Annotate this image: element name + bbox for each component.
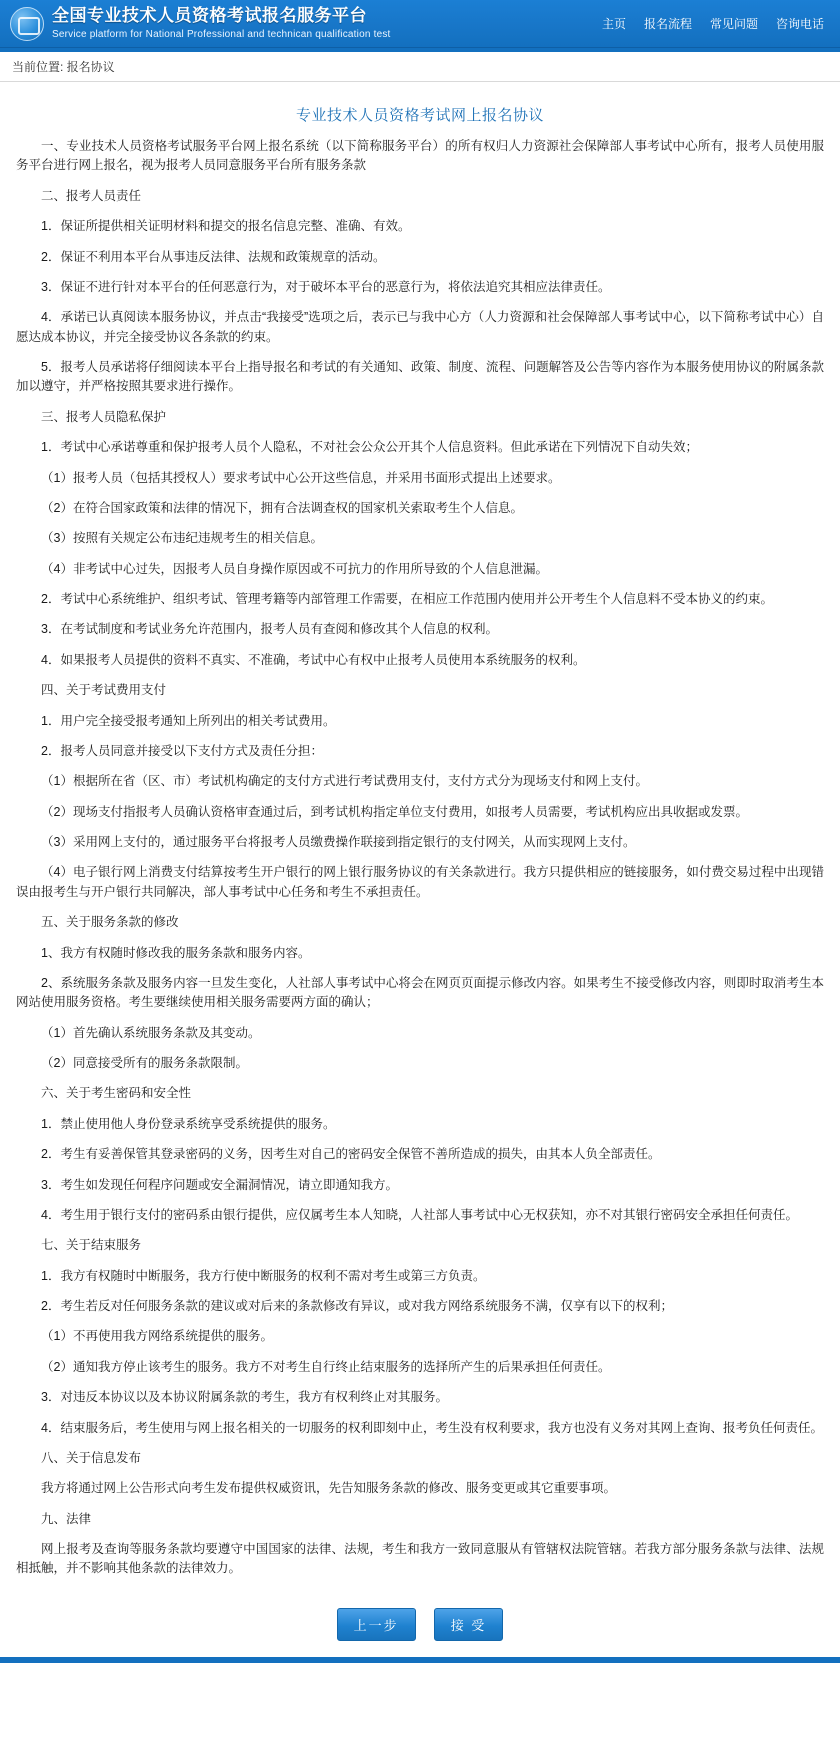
agreement-paragraph: （2）在符合国家政策和法律的情况下，拥有合法调查权的国家机关索取考生个人信息。 bbox=[41, 500, 523, 515]
agreement-paragraph: 五、关于服务条款的修改 bbox=[41, 915, 179, 930]
agreement-paragraph: 四、关于考试费用支付 bbox=[41, 683, 167, 698]
agreement-paragraph: 2．保证不利用本平台从事违反法律、法规和政策规章的活动。 bbox=[41, 249, 386, 264]
agreement-paragraph: 1．我方有权随时中断服务，我方行使中断服务的权利不需对考生或第三方负责。 bbox=[41, 1268, 486, 1283]
page-title: 专业技术人员资格考试网上报名协议 bbox=[295, 107, 544, 124]
agreement-paragraph: （2）同意接受所有的服务条款限制。 bbox=[41, 1056, 248, 1070]
site-header bbox=[0, 0, 840, 48]
agreement-paragraph: 1．考试中心承诺尊重和保护报考人员个人隐私，不对社会公众公开其个人信息资料。但此承诺在下列情况下自动失效； bbox=[41, 440, 698, 455]
agreement-paragraph: 4．考生用于银行支付的密码系由银行提供，应仅属考生本人知晓，人社部人事考试中心无权获知，亦不对其银行密码安全承担任何责任。 bbox=[41, 1207, 798, 1222]
agreement-paragraph: 三、报考人员隐私保护 bbox=[41, 409, 167, 424]
agreement-paragraph: 3．在考试制度和考试业务允许范围内，报考人员有查阅和修改其个人信息的权利。 bbox=[41, 622, 498, 637]
agreement-paragraph: 一、专业技术人员资格考试服务平台网上报名系统（以下简称服务平台）的所有权归人力资源社会保障部人事考试中心所有，报考人员使用服务平台进行网上报名，视为报考人员同意服务平台所有服务条款 bbox=[16, 139, 824, 173]
agreement-paragraph: 2、系统服务条款及服务内容一旦发生变化，人社部人事考试中心将会在网页页面提示修改内容。如果考生不接受修改内容，则即时取消考生本网站使用服务资格。考生要继续使用相关服务需要两方面的确认； bbox=[16, 975, 824, 1010]
agreement-paragraph: 3．对违反本协议以及本协议附属条款的考生，我方有权利终止对其服务。 bbox=[41, 1390, 448, 1405]
agreement-paragraph: 4．结束服务后，考生使用与网上报名相关的一切服务的权利即刻中止，考生没有权利要求，我方也没有义务对其网上查询、报考负任何责任。 bbox=[41, 1420, 823, 1435]
site-title-block bbox=[52, 7, 391, 40]
agreement-paragraph: 1．禁止使用他人身份登录系统享受系统提供的服务。 bbox=[41, 1116, 336, 1131]
agreement-paragraph: 七、关于结束服务 bbox=[41, 1238, 142, 1253]
form-actions bbox=[0, 1590, 840, 1657]
agreement-paragraph: （4）非考试中心过失，因报考人员自身操作原因或不可抗力的作用所导致的个人信息泄漏。 bbox=[41, 561, 548, 576]
agreement-paragraph: （3）采用网上支付的，通过服务平台将报考人员缴费操作联接到指定银行的支付网关，从而实现网上支付。 bbox=[41, 835, 636, 849]
agreement-paragraph: 2．考生若反对任何服务条款的建议或对后来的条款修改有异议，或对我方网络系统服务不满，仅享有以下的权利； bbox=[41, 1299, 673, 1313]
agreement-paragraph: 八、关于信息发布 bbox=[41, 1450, 142, 1465]
agreement-paragraph: 我方将通过网上公告形式向考生发布提供权威资讯，先告知服务条款的修改、服务变更或其它重要事项。 bbox=[41, 1481, 617, 1496]
agreement-paragraph: 4．承诺已认真阅读本服务协议，并点击“我接受”选项之后，表示已与我中心方（人力资源和社会保障部人事考试中心，以下简称考试中心）自愿达成本协议，并完全接受协议各条款的约束。 bbox=[16, 310, 824, 344]
agreement-paragraph: 5．报考人员承诺将仔细阅读本平台上指导报名和考试的有关通知、政策、制度、流程、问题解答及公告等内容作为本服务使用协议的附属条款加以遵守，并严格按照其要求进行操作。 bbox=[16, 360, 824, 394]
agreement-paragraph: （1）不再使用我方网络系统提供的服务。 bbox=[41, 1329, 273, 1344]
agreement-paragraph: 3．考生如发现任何程序问题或安全漏洞情况，请立即通知我方。 bbox=[41, 1177, 398, 1192]
breadcrumb-bar bbox=[0, 52, 840, 82]
agreement-paragraph: 1、我方有权随时修改我的服务条款和服务内容。 bbox=[41, 945, 311, 960]
main-nav bbox=[602, 15, 824, 32]
site-title-cn: 全国专业技术人员资格考试报名服务平台 bbox=[52, 6, 367, 26]
agreement-paragraph: （1）根据所在省（区、市）考试机构确定的支付方式进行考试费用支付，支付方式分为现场支付和网上支付。 bbox=[41, 774, 648, 789]
accept-button[interactable]: 接 受 bbox=[434, 1608, 504, 1641]
agreement-paragraph: （2）现场支付指报考人员确认资格审查通过后，到考试机构指定单位支付费用，如报考人员需要，考试机构应出具收据或发票。 bbox=[41, 804, 748, 819]
site-title-en: Service platform for National Professional and technican qualification test bbox=[52, 28, 391, 40]
nav-item-faq[interactable]: 常见问题 bbox=[709, 17, 758, 31]
agreement-paragraph: （3）按照有关规定公布违纪违规考生的相关信息。 bbox=[41, 531, 323, 546]
breadcrumb: 当前位置: 报名协议 bbox=[12, 60, 115, 74]
agreement-content bbox=[0, 82, 840, 1579]
agreement-paragraph: 二、报考人员责任 bbox=[41, 188, 142, 203]
agreement-paragraph: 九、法律 bbox=[41, 1511, 92, 1526]
agreement-paragraph: 4．如果报考人员提供的资料不真实、不准确，考试中心有权中止报考人员使用本系统服务的权利。 bbox=[41, 652, 586, 667]
agreement-paragraph: 1．保证所提供相关证明材料和提交的报名信息完整、准确、有效。 bbox=[41, 219, 411, 234]
agreement-paragraph: 网上报考及查询等服务条款均要遵守中国国家的法律、法规，考生和我方一致同意服从有管辖权法院管辖。若我方部分服务条款与法律、法规相抵触，并不影响其他条款的法律效力。 bbox=[16, 1542, 824, 1576]
nav-item-registration-process[interactable]: 报名流程 bbox=[643, 17, 692, 31]
agreement-paragraph: 1．用户完全接受报考通知上所列出的相关考试费用。 bbox=[41, 713, 336, 728]
agreement-paragraph: 六、关于考生密码和安全性 bbox=[41, 1086, 192, 1101]
agreement-paragraph: 2．考生有妥善保管其登录密码的义务，因考生对自己的密码安全保管不善所造成的损失，由其本人负全部责任。 bbox=[41, 1147, 661, 1162]
agreement-paragraph: 2．报考人员同意并接受以下支付方式及责任分担： bbox=[41, 743, 323, 758]
agreement-paragraph: （1）报考人员（包括其授权人）要求考试中心公开这些信息，并采用书面形式提出上述要求。 bbox=[41, 470, 561, 485]
site-logo-icon bbox=[10, 7, 44, 41]
previous-step-button[interactable]: 上一步 bbox=[337, 1608, 416, 1641]
footer-accent-bar bbox=[0, 1657, 840, 1663]
agreement-paragraph: （4）电子银行网上消费支付结算按考生开户银行的网上银行服务协议的有关条款进行。我方只提供相应的链接服务，如付费交易过程中出现错误由报考生与开户银行共同解决，部人事考试中心任务和考生不承担责任。 bbox=[16, 865, 824, 899]
nav-item-contact-phone[interactable]: 咨询电话 bbox=[775, 17, 824, 31]
agreement-paragraph: （2）通知我方停止该考生的服务。我方不对考生自行终止结束服务的选择所产生的后果承担任何责任。 bbox=[41, 1359, 611, 1374]
nav-item-home[interactable]: 主页 bbox=[601, 17, 626, 31]
agreement-paragraph: （1）首先确认系统服务条款及其变动。 bbox=[41, 1025, 261, 1040]
agreement-paragraph: 3．保证不进行针对本平台的任何恶意行为，对于破坏本平台的恶意行为，将依法追究其相应法律责任。 bbox=[41, 279, 611, 294]
agreement-paragraph: 2．考试中心系统维护、组织考试、管理考籍等内部管理工作需要，在相应工作范围内使用并公开考生个人信息料不受本协义的约束。 bbox=[41, 592, 773, 606]
